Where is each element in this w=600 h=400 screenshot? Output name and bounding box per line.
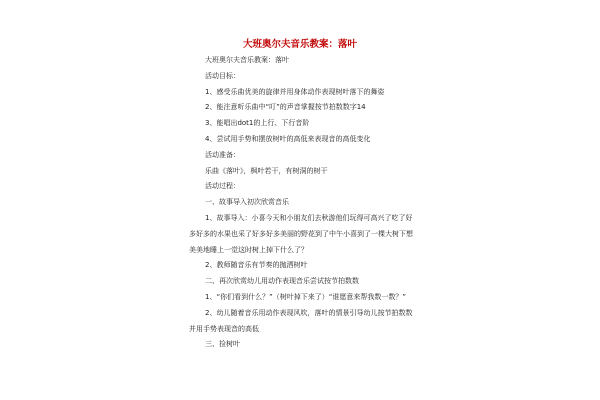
objective-2: 2、能注意听乐曲中“叮”的声音掌握按节拍数数字14 bbox=[205, 103, 366, 112]
section-2-heading: 二、再次欣赏幼儿用动作表现音乐尝试按节拍数数 bbox=[205, 277, 359, 286]
document-title: 大班奥尔夫音乐教案：落叶 bbox=[242, 39, 357, 50]
preparation-text: 乐曲《落叶》，枫叶若干，有树洞的树干 bbox=[205, 166, 328, 175]
objective-3: 3、能唱出dot1的上行、下行音阶 bbox=[205, 119, 310, 128]
step-1-2: 2、教师随音乐有节奏的抛洒树叶 bbox=[205, 261, 308, 270]
document-body bbox=[189, 53, 419, 353]
objective-1: 1、感受乐曲优美的旋律并用身体动作表现树叶落下的舞姿 bbox=[205, 87, 385, 96]
movement-paragraph: 2、幼儿随着音乐用动作表现风吹，落叶的情景引导幼儿按节拍数数并用手势表现音的高低 bbox=[189, 308, 413, 333]
section-1-heading: 一、故事导入初次欣赏音乐 bbox=[205, 198, 289, 207]
subtitle-line: 大班奥尔夫音乐教案：落叶 bbox=[205, 56, 289, 64]
process-heading: 活动过程： bbox=[205, 182, 240, 191]
objectives-heading: 活动目标： bbox=[205, 71, 240, 80]
story-paragraph: 1、故事导入：小喜今天和小朋友们去秋游他们玩得可高兴了吃了好多好多的水果也采了好多好多美丽的野花到了中午小喜到了一棵大树下想美美地睡上一觉这时树上掉下什么了？ bbox=[189, 213, 413, 254]
preparation-heading: 活动准备： bbox=[205, 150, 240, 159]
objective-4: 4、尝试用手势和摆放树叶的高低来表现音的高低变化 bbox=[205, 134, 371, 143]
section-3-heading: 三、捡树叶 bbox=[205, 340, 240, 349]
question-paragraph: 1、“你们看到什么？”（树叶掉下来了）“谁愿意来帮我数一数？” bbox=[205, 292, 406, 301]
